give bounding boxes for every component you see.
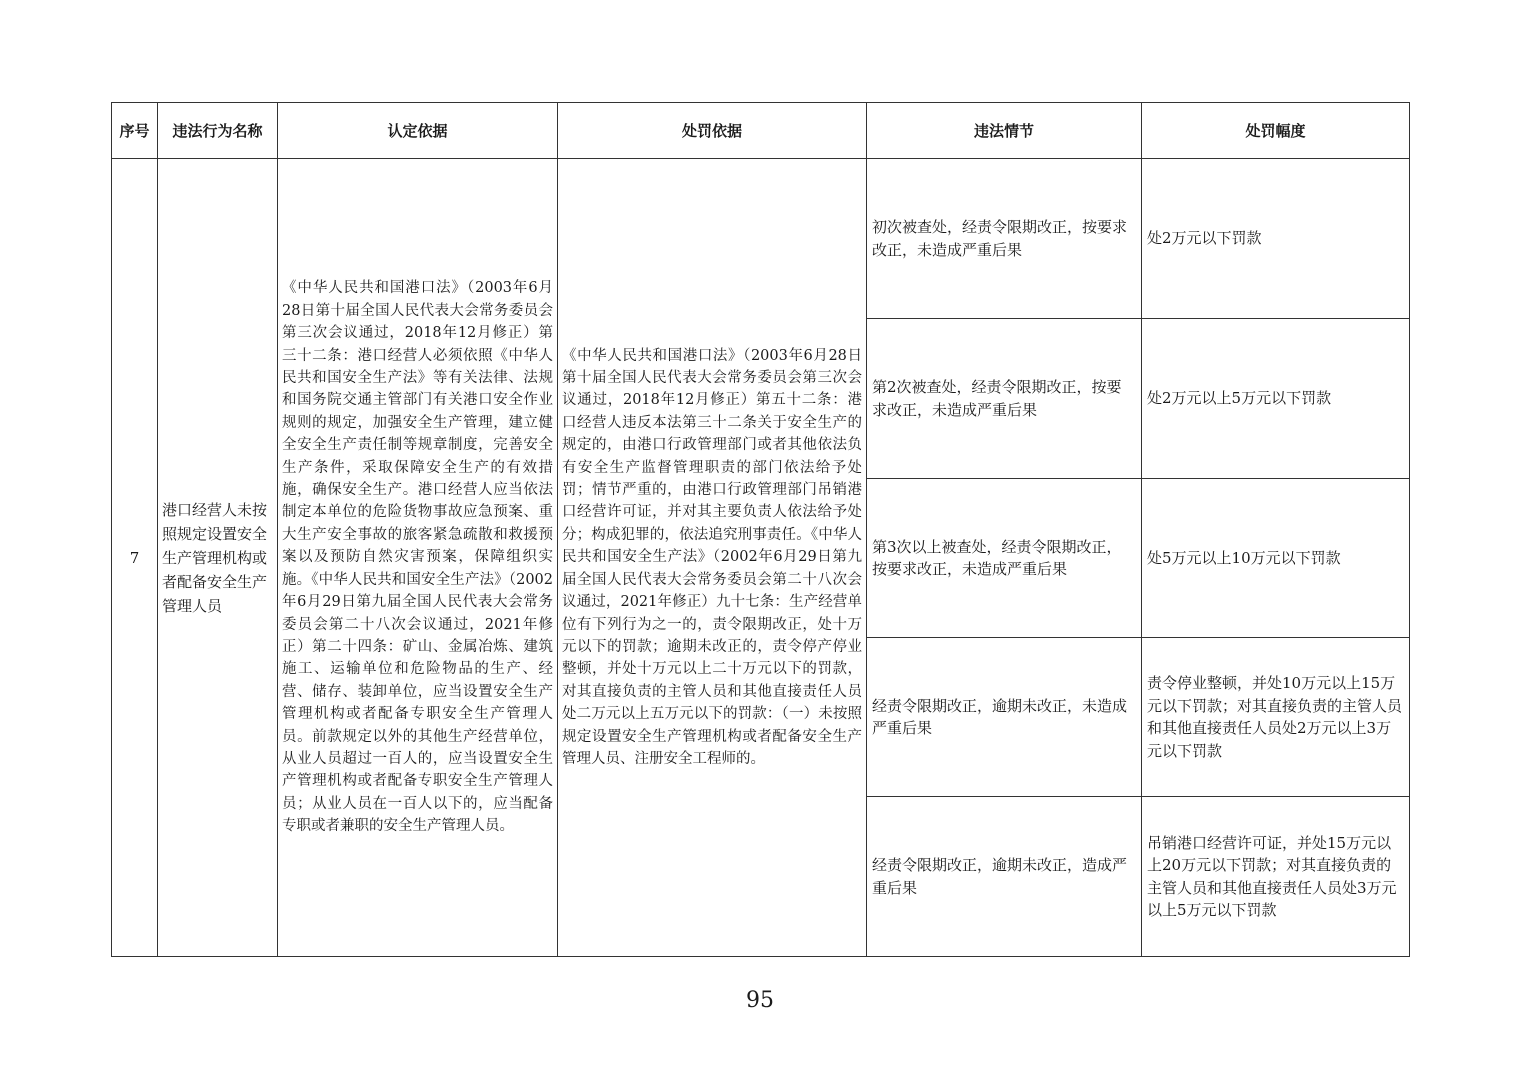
identification-basis: 《中华人民共和国港口法》（2003年6月28日第十届全国人民代表大会常务委员会第三次会议通过，2018年12月修正）第三十二条：港口经营人必须依照《中华人民共和国安全生产法》等有关法律、法规和国务院交通主管部门有关港口安全作业规则的规定，加强安全生产管理，建立健全安全生产责任制等规章制度，完善安全生产条件，采取保障安全生产的有效措施，确保安全生产。港口经营人应当依法制定本单位的危险货物事故应急预案、重大生产安全事故的旅客紧急疏散和救援预案以及预防自然灾害预案，保障组织实施。《中华人民共和国安全生产法》（2002年6月29日第九届全国人民代表大会常务委员会第二十八次会议通过，2021年修正）第二十四条：矿山、金属冶炼、建筑施工、运输单位和危险物品的生产、经营、储存、装卸单位，应当设置安全生产管理机构或者配备专职安全生产管理人员。前款规定以外的其他生产经营单位，从业人员超过一百人的，应当设置安全生产管理机构或者配备专职安全生产管理人员；从业人员在一百人以下的，应当配备专职或者兼职的安全生产管理人员。	[278, 159, 558, 957]
header-number: 序号	[112, 103, 158, 159]
penalty-range-4: 责令停业整顿，并处10万元以上15万元以下罚款；对其直接负责的主管人员和其他直接责任人员处2万元以上3万元以下罚款	[1142, 638, 1410, 797]
header-row	[112, 103, 1410, 159]
penalty-range-3: 处5万元以上10万元以下罚款	[1142, 479, 1410, 638]
page-number: 95	[746, 988, 774, 1013]
header-violation-name: 违法行为名称	[158, 103, 278, 159]
circumstance-2: 第2次被查处，经责令限期改正，按要求改正，未造成严重后果	[867, 319, 1142, 479]
violation-name: 港口经营人未按照规定设置安全生产管理机构或者配备安全生产管理人员	[158, 159, 278, 957]
penalty-range-5: 吊销港口经营许可证，并处15万元以上20万元以下罚款；对其直接负责的主管人员和其他直接责任人员处3万元以上5万元以下罚款	[1142, 797, 1410, 957]
table-row	[112, 159, 1410, 319]
circumstance-1: 初次被查处，经责令限期改正，按要求改正，未造成严重后果	[867, 159, 1142, 319]
penalty-range-1: 处2万元以下罚款	[1142, 159, 1410, 319]
circumstance-5: 经责令限期改正，逾期未改正，造成严重后果	[867, 797, 1142, 957]
header-penalty-range: 处罚幅度	[1142, 103, 1410, 159]
circumstance-3: 第3次以上被查处，经责令限期改正，按要求改正，未造成严重后果	[867, 479, 1142, 638]
row-number: 7	[112, 159, 158, 957]
header-circumstances: 违法情节	[867, 103, 1142, 159]
header-penalty-basis: 处罚依据	[558, 103, 867, 159]
header-identification-basis: 认定依据	[278, 103, 558, 159]
penalty-basis: 《中华人民共和国港口法》（2003年6月28日第十届全国人民代表大会常务委员会第三次会议通过，2018年12月修正）第五十二条：港口经营人违反本法第三十二条关于安全生产的规定的，由港口行政管理部门或者其他依法负有安全生产监督管理职责的部门依法给予处罚；情节严重的，由港口行政管理部门吊销港口经营许可证，并对其主要负责人依法给予处分；构成犯罪的，依法追究刑事责任。《中华人民共和国安全生产法》（2002年6月29日第九届全国人民代表大会常务委员会第二十八次会议通过，2021年修正）九十七条：生产经营单位有下列行为之一的，责令限期改正，处十万元以下的罚款；逾期未改正的，责令停产停业整顿，并处十万元以上二十万元以下的罚款，对其直接负责的主管人员和其他直接责任人员处二万元以上五万元以下的罚款：（一）未按照规定设置安全生产管理机构或者配备安全生产管理人员、注册安全工程师的。	[558, 159, 867, 957]
penalty-table	[111, 102, 1410, 957]
circumstance-4: 经责令限期改正，逾期未改正，未造成严重后果	[867, 638, 1142, 797]
penalty-range-2: 处2万元以上5万元以下罚款	[1142, 319, 1410, 479]
